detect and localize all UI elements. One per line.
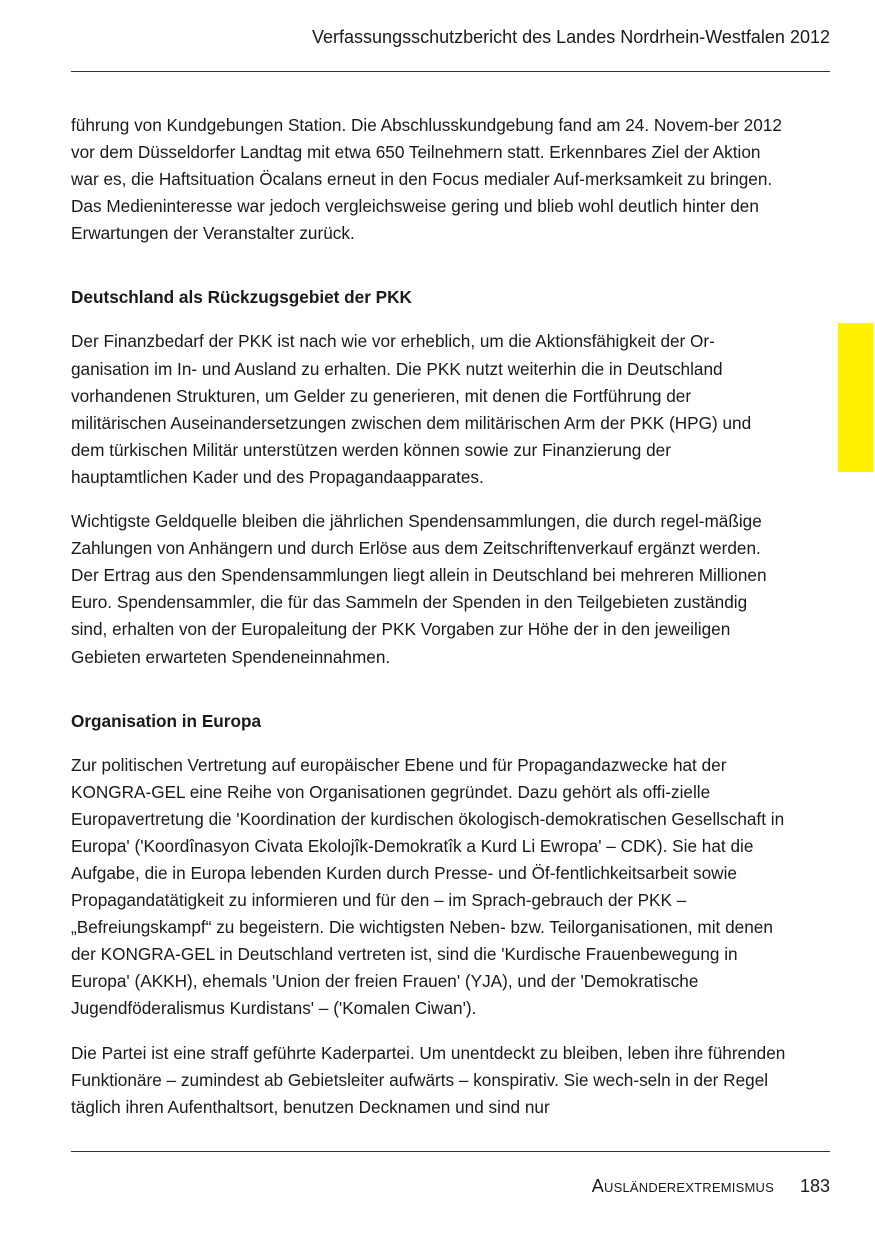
- paragraph-4: Zur politischen Vertretung auf europäischer Ebene und für Propagandazwecke hat der KONGRA-GEL eine Reihe von Organisationen gegründet. Dazu gehört als offi-zielle Europavertretung die 'Koordination der kurdischen ökologisch-demokratischen Gesellschaft in Europa' ('Koordînasyon Civata Ekolojîk-Demokratîk a Kurd Li Ewropa' – CDK). Sie hat die Aufgabe, die in Europa lebenden Kurden durch Presse- und Öf-fentlichkeitsarbeit sowie Propagandatätigkeit zu informieren und für den – im Sprach-gebrauch der PKK – „Befreiungskampf“ zu begeistern. Die wichtigsten Neben- bzw. Teilorganisationen, mit denen der KONGRA-GEL in Deutschland vertreten ist, sind die 'Kurdische Frauenbewegung in Europa' (AKKH), ehemals 'Union der freien Frauen' (YJA), und der 'Demokratische Jugendföderalismus Kurdistans' – ('Komalen Ciwan').: [71, 754, 785, 1019]
- header-rule: [71, 71, 830, 72]
- page-number: 183: [799, 1176, 830, 1196]
- paragraph-5: Die Partei ist eine straff geführte Kaderpartei. Um unentdeckt zu bleiben, leben ihre führenden Funktionäre – zumindest ab Gebietsleiter aufwärts – konspirativ. Sie wech-seln in der Regel täglich ihren Aufenthaltsort, benutzen Decknamen und sind nur: [71, 1042, 786, 1117]
- report-title: Verfassungsschutzbericht des Landes Nordrhein-Westfalen 2012: [312, 27, 830, 47]
- footer-rule: [71, 1151, 830, 1152]
- page-footer: [592, 1175, 830, 1197]
- paragraph-2: Der Finanzbedarf der PKK ist nach wie vor erheblich, um die Aktionsfähigkeit der Or-ganisation im In- und Ausland zu erhalten. Die PKK nutzt weiterhin die in Deutschland vorhandenen Strukturen, um Gelder zu generieren, mit denen die Fortführung der militärischen Auseinandersetzungen zwischen dem militärischen Arm der PKK (HPG) und dem türkischen Militär unterstützen werden können sowie zur Finanzierung der hauptamtlichen Kader und des Propagandaapparates.: [71, 331, 752, 487]
- page-body: [71, 112, 787, 1121]
- chapter-marker: [838, 323, 873, 472]
- running-header: [71, 26, 830, 48]
- paragraph-1: führung von Kundgebungen Station. Die Abschlusskundgebung fand am 24. Novem-ber 2012 vor dem Düsseldorfer Landtag mit etwa 650 Teilnehmern statt. Erkennbares Ziel der Aktion war es, die Haftsituation Öcalans erneut in den Focus medialer Auf-merksamkeit zu bringen. Das Medieninteresse war jedoch vergleichsweise gering und blieb wohl deutlich hinter den Erwartungen der Veranstalter zurück.: [71, 115, 782, 244]
- paragraph-3: Wichtigste Geldquelle bleiben die jährlichen Spendensammlungen, die durch regel-mäßige Zahlungen von Anhängern und durch Erlöse aus dem Zeitschriftenverkauf ergänzt werden. Der Ertrag aus den Spendensammlungen liegt allein in Deutschland bei mehreren Millionen Euro. Spendensammler, die für das Sammeln der Spenden in den Teilgebieten zuständig sind, erhalten von der Europaleitung der PKK Vorgaben zur Höhe der in den jeweiligen Gebieten erwarteten Spendeneinnahmen.: [71, 511, 767, 667]
- section-heading-rueckzugsgebiet: Deutschland als Rückzugsgebiet der PKK: [71, 287, 412, 308]
- footer-section-title: Ausländerextremismus: [591, 1176, 774, 1196]
- section-heading-organisation: Organisation in Europa: [71, 710, 262, 731]
